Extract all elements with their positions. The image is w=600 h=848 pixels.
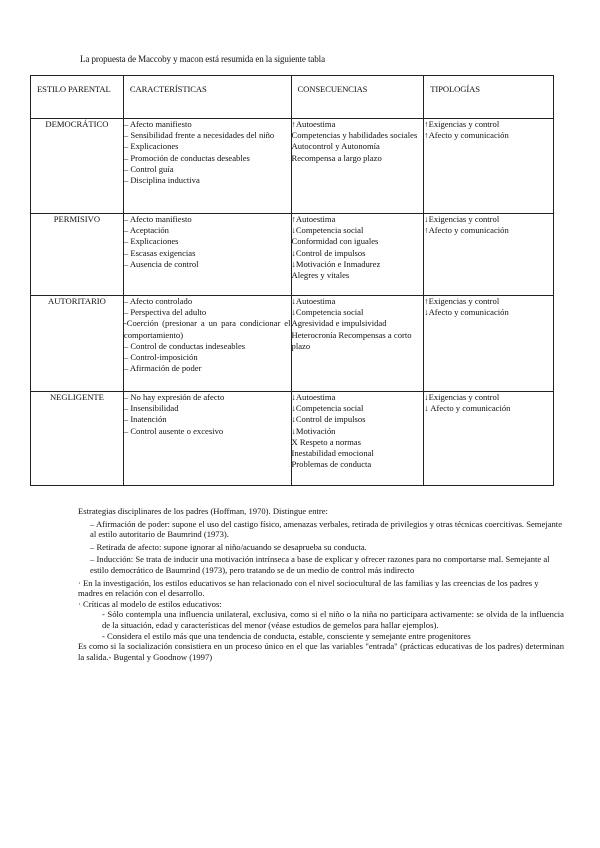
list-item: X Respeto a normas (291, 436, 361, 447)
criticism-item: - Sólo contempla una influencia unilateral, exclusiva, como si el niño o la niña no participara activamente: se olvida de la influencia de la situación, edad y características del menor (véase estudios de gemelos para hallar ejemplos). (102, 609, 564, 630)
characteristics-cell (123, 214, 291, 296)
typologies-cell (424, 119, 554, 214)
table-header-row (31, 76, 554, 119)
table-row (31, 214, 554, 296)
characteristics-cell (123, 119, 291, 214)
list-item: ↓Afecto y comunicación (424, 307, 509, 318)
criticism-item: - Considera el estilo más que una tendencia de conducta, estable, consciente y semejante entre progenitores (102, 630, 471, 641)
list-item: ↓Exigencias y control (424, 392, 500, 402)
typologies-cell (424, 392, 554, 486)
list-item: – Perspectiva del adulto (123, 307, 207, 318)
list-item: ↓Autoestima (291, 392, 336, 402)
list-item: ↓Control de impulsos (291, 414, 366, 425)
list-item: Competencias y habilidades sociales (291, 130, 418, 141)
table-row (31, 392, 554, 486)
strategy-item: – Retirada de afecto: supone ignorar al niño/acuando se desaprueba su conducta. (90, 541, 367, 552)
list-item: ↑Autoestima (291, 119, 336, 129)
header-typologies: TIPOLOGÍAS (424, 76, 554, 119)
style-name: AUTORITARIO (31, 296, 124, 392)
list-item: ↑Autoestima (291, 214, 336, 224)
list-item: ↑Exigencias y control (424, 119, 500, 129)
list-item: ↓Exigencias y control (424, 214, 500, 224)
parenting-styles-table (30, 75, 554, 486)
list-item: – Control de conductas indeseables (123, 340, 246, 351)
list-item: – Disciplina inductiva (123, 175, 200, 186)
consequences-cell (291, 392, 424, 486)
list-item: – Ausencia de control (123, 258, 199, 269)
notes-section (78, 506, 564, 662)
list-item: -Coerción (presionar a un para condicionar el comportamiento) (123, 318, 291, 340)
list-item: – Inatención (123, 414, 167, 425)
characteristics-cell (123, 392, 291, 486)
list-item: – Afirmación de poder (123, 363, 202, 374)
list-item: – Sensibilidad frente a necesidades del niño (123, 130, 275, 141)
characteristics-cell (123, 296, 291, 392)
list-item: – Explicaciones (123, 141, 179, 152)
list-item: ↑Afecto y comunicación (424, 225, 509, 236)
list-item: ↓Competencia social (291, 403, 364, 414)
list-item: – Promoción de conductas deseables (123, 152, 250, 163)
header-consequences: CONSECUENCIAS (291, 76, 424, 119)
list-item: – Afecto controlado (123, 296, 193, 306)
list-item: Alegres y vitales (291, 270, 350, 281)
list-item: ↓Control de impulsos (291, 247, 366, 258)
list-item: Autocontrol y Autonomía (291, 141, 380, 152)
research-note: · En la investigación, los estilos educativos se han relacionado con el nivel sociocultural de las familias y las creencias de los padres y madres en relación con el desarrollo. (78, 577, 539, 599)
list-item: Inestabilidad emocional (291, 448, 374, 459)
style-name: NEGLIGENTE (31, 392, 124, 486)
table-row (31, 119, 554, 214)
list-item: – Control ausente o excesivo (123, 425, 224, 436)
consequences-cell (291, 214, 424, 296)
list-item: Recompensa a largo plazo (291, 152, 382, 163)
list-item: – Insensibilidad (123, 403, 179, 414)
list-item: – Control guía (123, 163, 174, 174)
header-characteristics: CARACTERÍSTICAS (123, 76, 291, 119)
typologies-cell (424, 296, 554, 392)
list-item: – No hay expresión de afecto (123, 392, 225, 402)
list-item: ↓ Afecto y comunicación (424, 403, 511, 414)
strategies-intro: Estrategias disciplinares de los padres (Hoffman, 1970). Distingue entre: (78, 506, 328, 516)
table-row (31, 296, 554, 392)
list-item: ↑Afecto y comunicación (424, 130, 509, 141)
list-item: Heterocronía Recompensas a corto plazo (291, 329, 412, 351)
list-item: ↓Motivación e Inmadurez (291, 258, 381, 269)
list-item: – Afecto manifiesto (123, 214, 192, 224)
criticism-intro: · Críticas al modelo de estilos educativos: (78, 598, 222, 609)
intro-text: La propuesta de Maccoby y macon está resumida en la siguiente tabla (80, 54, 325, 64)
list-item: ↓Competencia social (291, 307, 364, 318)
list-item: ↓Competencia social (291, 225, 364, 236)
list-item: ↓Autoestima (291, 296, 336, 306)
list-item: Conformidad con iguales (291, 236, 379, 247)
strategy-item: – Inducción: Se trata de inducir una motivación intrínseca a base de explicar y ofrecer razones para no comportarse mal. Semejante al estilo democrático de Baumrind (1973), pero tratando se de un medio de control más indirecto (90, 554, 550, 575)
list-item: ↑Exigencias y control (424, 296, 500, 306)
conclusion-text: Es como si la socialización consistiera en un proceso único en el que las variables "entrada" (prácticas educativas de los padres) determinan la salida.- Bugental y Goodnow (1997) (78, 641, 564, 662)
list-item: Agresividad e impulsividad (291, 318, 387, 329)
list-item: ↓Motivación (291, 425, 336, 436)
style-name: PERMISIVO (31, 214, 124, 296)
list-item: – Afecto manifiesto (123, 119, 192, 129)
style-name: DEMOCRÁTICO (31, 119, 124, 214)
strategy-item: – Afirmación de poder: supone el uso del castigo físico, amenazas verbales, retirada de privilegios y otras técnicas coercitivas. Semejante al estilo autoritario de Baumrind (1973). (90, 518, 563, 540)
list-item: – Escasas exigencias (123, 247, 196, 258)
list-item: – Explicaciones (123, 236, 179, 247)
list-item: Problemas de conducta (291, 459, 372, 470)
consequences-cell (291, 296, 424, 392)
header-style: ESTILO PARENTAL (31, 76, 124, 119)
consequences-cell (291, 119, 424, 214)
list-item: – Aceptación (123, 225, 169, 236)
typologies-cell (424, 214, 554, 296)
list-item: – Control-imposición (123, 352, 198, 363)
